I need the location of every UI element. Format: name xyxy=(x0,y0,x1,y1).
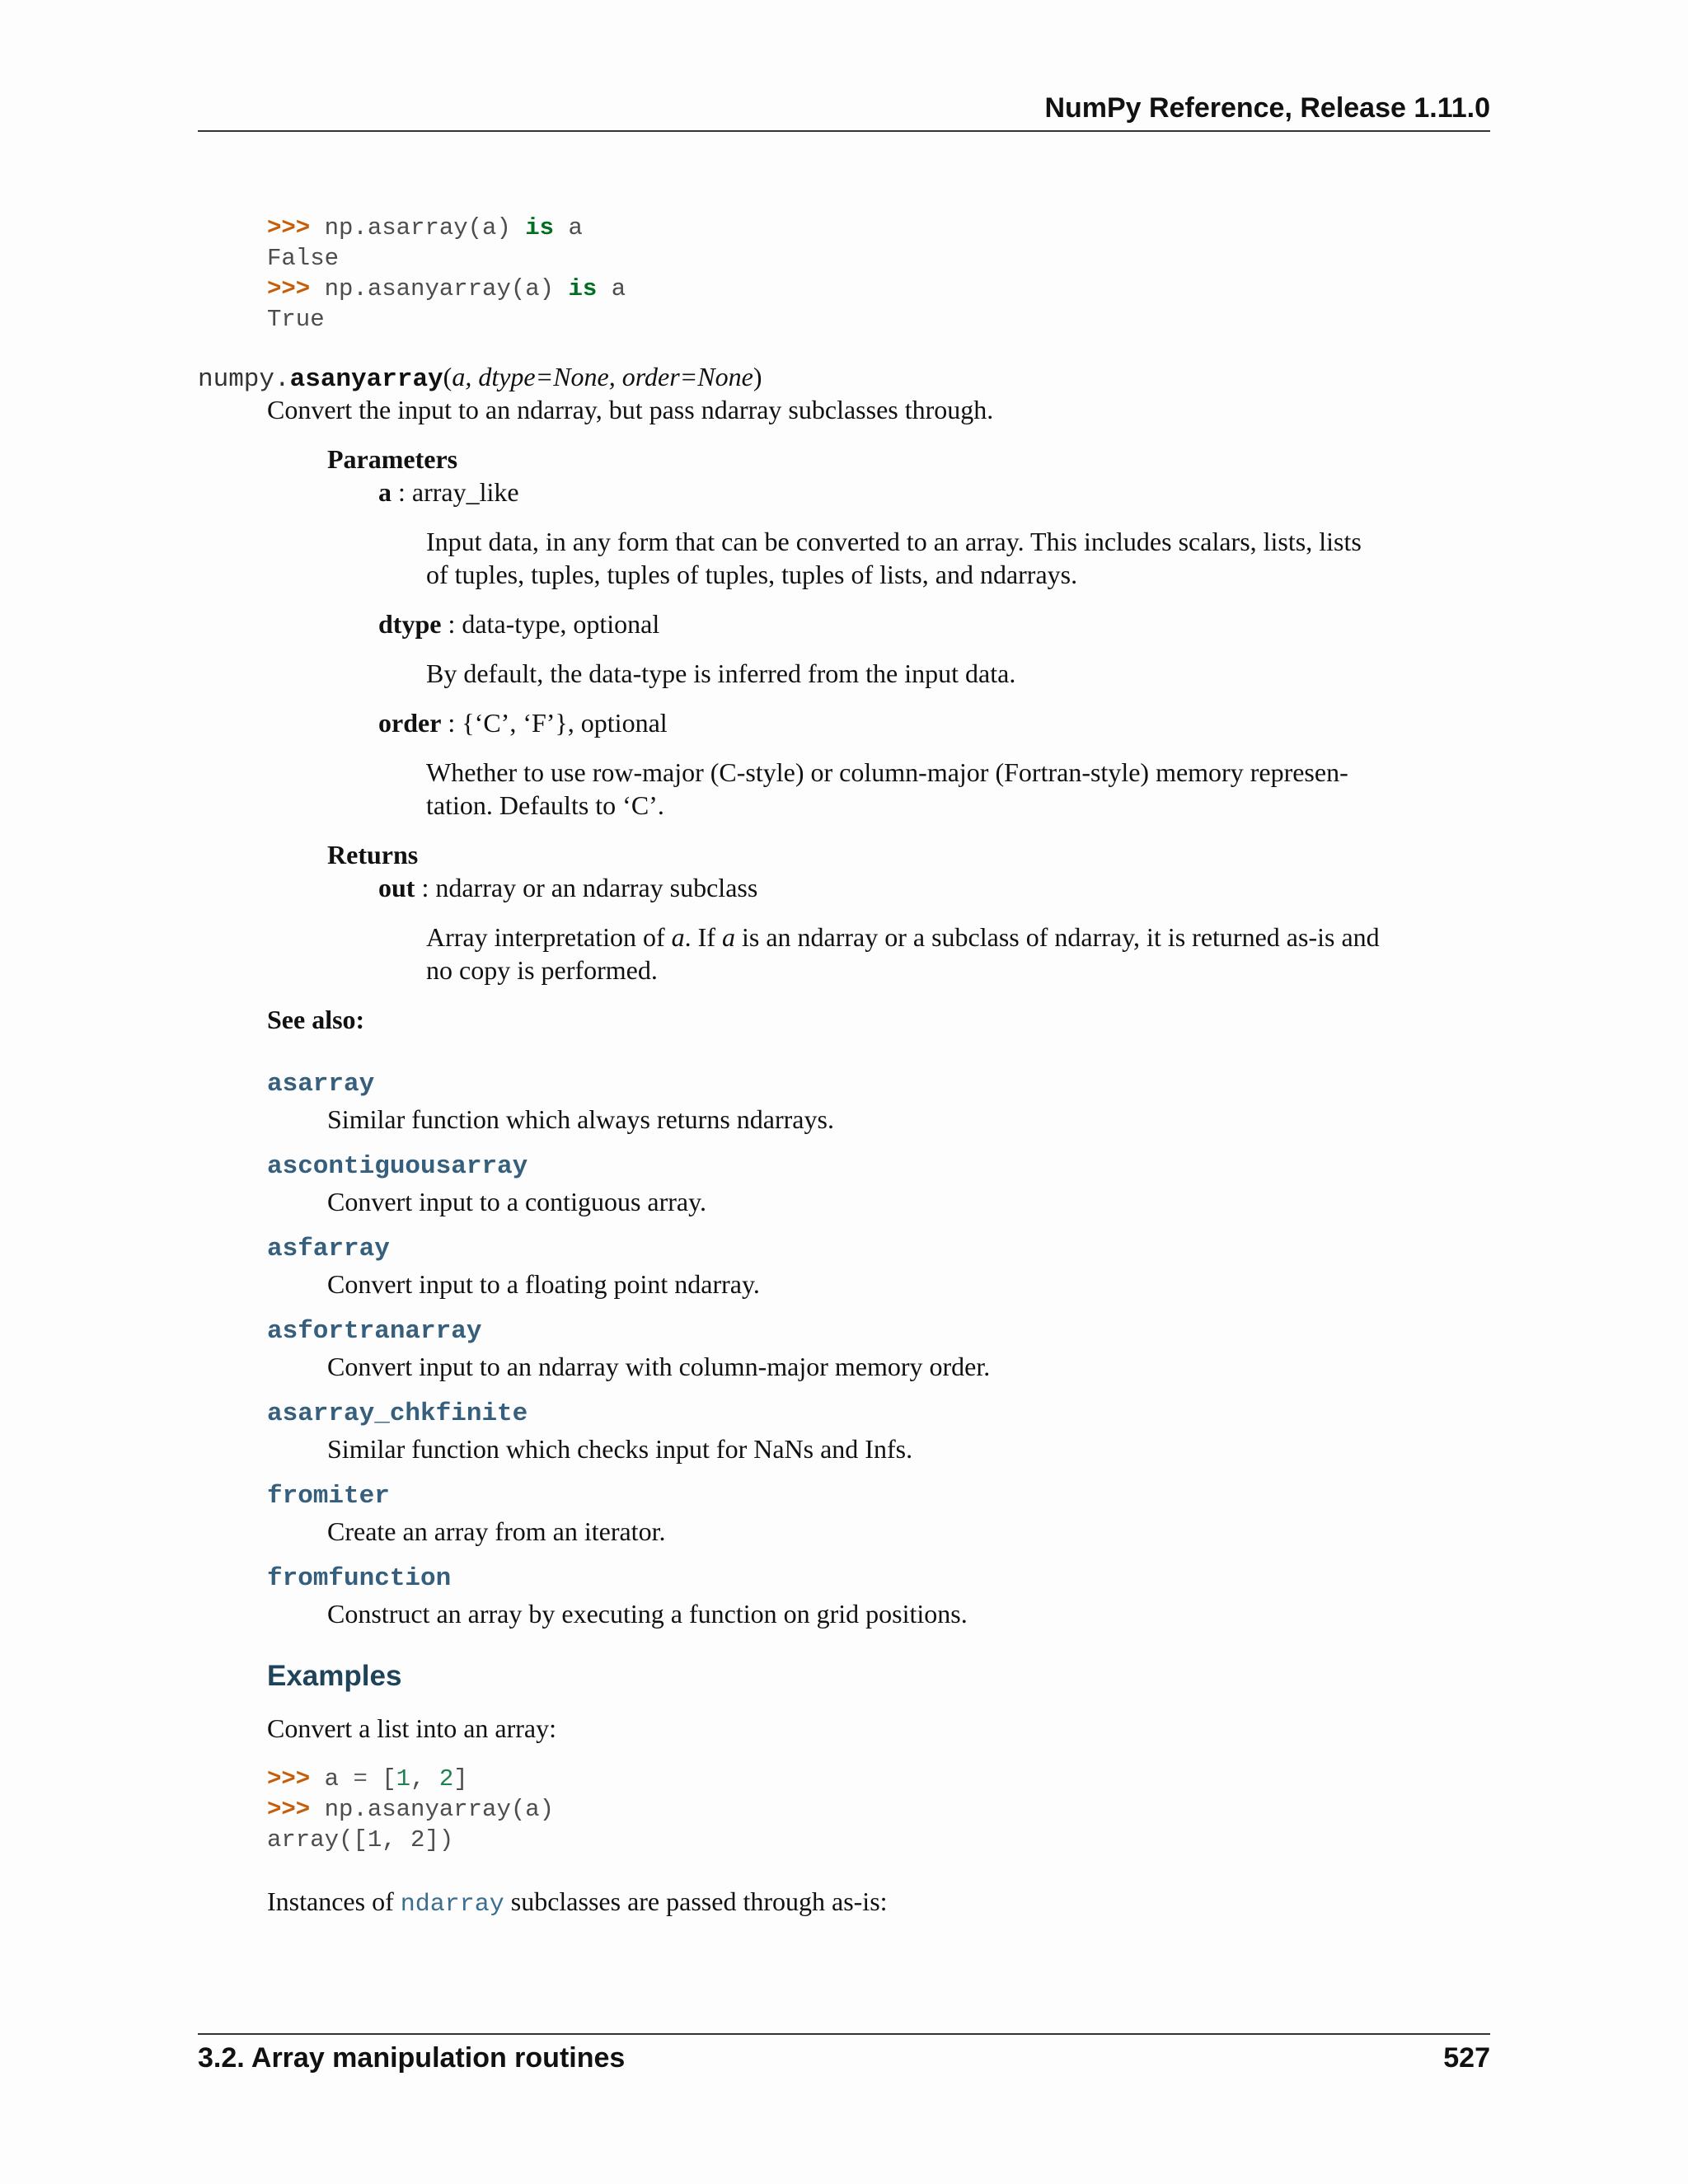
ndarray-link[interactable]: ndarray xyxy=(400,1891,504,1919)
see-also-link-asarray[interactable]: asarray xyxy=(267,1070,375,1099)
code-line: True xyxy=(267,306,325,333)
examples-heading: Examples xyxy=(267,1660,402,1692)
param-order-description: Whether to use row-major (C-style) or column-major (Fortran-style) memory represen- tation. Defaults to ‘C’. xyxy=(426,757,1348,820)
header-rule xyxy=(198,130,1490,132)
footer-section-title: 3.2. Array manipulation routines xyxy=(198,2042,626,2074)
see-also-link-asfortranarray[interactable]: asfortranarray xyxy=(267,1317,482,1346)
see-also-heading: See also: xyxy=(267,1005,365,1034)
see-also-link-asarray-chkfinite[interactable]: asarray_chkfinite xyxy=(267,1399,528,1428)
return-out: out : ndarray or an ndarray subclass xyxy=(378,873,758,902)
see-also-desc: Similar function which checks input for NaNs and Infs. xyxy=(327,1434,913,1464)
top-code-block xyxy=(267,213,626,335)
see-also-link-fromiter[interactable]: fromiter xyxy=(267,1482,390,1511)
see-also-desc: Convert input to a contiguous array. xyxy=(327,1187,707,1216)
example-code-block xyxy=(267,1764,554,1855)
code-line: >>> np.asanyarray(a) xyxy=(267,1796,555,1823)
parameters-heading: Parameters xyxy=(327,444,458,474)
function-summary: Convert the input to an ndarray, but pass ndarray subclasses through. xyxy=(267,395,994,424)
param-a-description: Input data, in any form that can be converted to an array. This includes scalars, lists, lists of tuples, tuples, tuples of tuples, tuples of lists, and ndarrays. xyxy=(426,527,1362,589)
see-also-link-ascontiguousarray[interactable]: ascontiguousarray xyxy=(267,1152,528,1181)
param-dtype-description: By default, the data-type is inferred from the input data. xyxy=(426,658,1016,688)
signature-module: numpy. xyxy=(198,365,290,394)
code-line: >>> np.asanyarray(a) is a xyxy=(267,275,626,302)
param-dtype: dtype : data-type, optional xyxy=(378,609,660,639)
examples-outro: Instances of ndarray subclasses are passed through as-is: xyxy=(267,1886,888,1919)
examples-intro: Convert a list into an array: xyxy=(267,1713,557,1743)
page-number: 527 xyxy=(1443,2042,1490,2074)
see-also-link-fromfunction[interactable]: fromfunction xyxy=(267,1564,452,1593)
return-out-description: Array interpretation of a. If a is an ndarray or a subclass of ndarray, it is returned as-is and no copy is performed. xyxy=(426,922,1380,985)
see-also-desc: Create an array from an iterator. xyxy=(327,1516,666,1546)
code-line: array([1, 2]) xyxy=(267,1826,454,1854)
param-order: order : {‘C’, ‘F’}, optional xyxy=(378,708,668,738)
param-a: a : array_like xyxy=(378,477,519,507)
code-line: >>> np.asarray(a) is a xyxy=(267,214,583,241)
code-line: >>> a = [1, 2] xyxy=(267,1765,468,1793)
see-also-desc: Construct an array by executing a function on grid positions. xyxy=(327,1599,968,1629)
running-title: NumPy Reference, Release 1.11.0 xyxy=(1044,92,1490,124)
see-also-desc: Convert input to a floating point ndarray. xyxy=(327,1269,760,1299)
see-also-desc: Convert input to an ndarray with column-major memory order. xyxy=(327,1352,991,1381)
signature-params: a, dtype=None, order=None xyxy=(452,362,753,391)
signature-function-name: asanyarray xyxy=(289,365,443,394)
see-also-link-asfarray[interactable]: asfarray xyxy=(267,1235,390,1263)
returns-heading: Returns xyxy=(327,840,419,869)
see-also-desc: Similar function which always returns ndarrays. xyxy=(327,1104,834,1134)
footer-rule xyxy=(198,2033,1490,2035)
function-signature: numpy.asanyarray(a, dtype=None, order=None) xyxy=(198,362,762,394)
code-line: False xyxy=(267,245,340,272)
